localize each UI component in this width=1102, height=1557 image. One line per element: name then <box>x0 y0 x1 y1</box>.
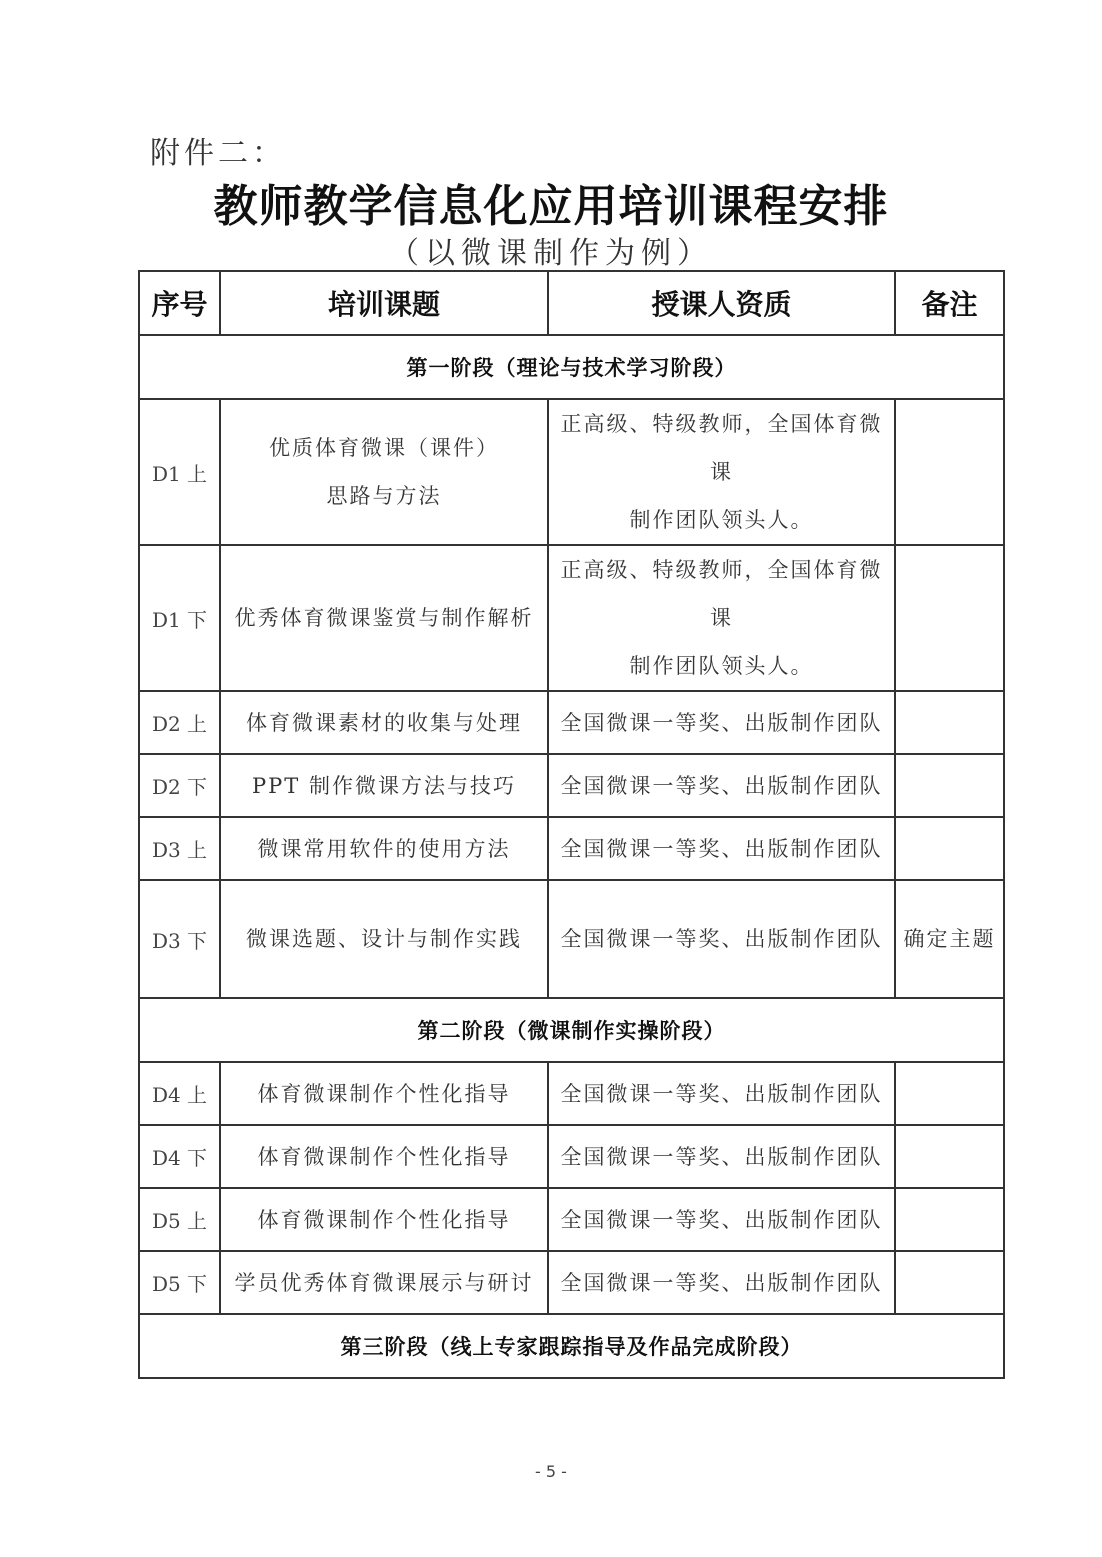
row-topic: 微课选题、设计与制作实践 <box>220 880 548 998</box>
row-topic: 学员优秀体育微课展示与研讨 <box>220 1251 548 1314</box>
row-note <box>895 691 1004 754</box>
row-number: D5 下 <box>139 1251 220 1314</box>
table-row <box>139 1125 1004 1188</box>
row-number: D4 上 <box>139 1062 220 1125</box>
header-number: 序号 <box>139 271 220 335</box>
table-row <box>139 754 1004 817</box>
row-number: D3 上 <box>139 817 220 880</box>
row-note <box>895 1188 1004 1251</box>
row-teacher: 全国微课一等奖、出版制作团队 <box>548 1251 895 1314</box>
row-number: D5 上 <box>139 1188 220 1251</box>
row-topic: 体育微课制作个性化指导 <box>220 1062 548 1125</box>
row-number: D2 上 <box>139 691 220 754</box>
row-teacher: 全国微课一等奖、出版制作团队 <box>548 1125 895 1188</box>
row-teacher: 全国微课一等奖、出版制作团队 <box>548 817 895 880</box>
header-topic: 培训课题 <box>220 271 548 335</box>
table-header-row <box>139 271 1004 335</box>
row-topic: PPT 制作微课方法与技巧 <box>220 754 548 817</box>
row-number: D3 下 <box>139 880 220 998</box>
stage-label: 第三阶段（线上专家跟踪指导及作品完成阶段） <box>139 1314 1004 1378</box>
row-teacher: 全国微课一等奖、出版制作团队 <box>548 754 895 817</box>
row-teacher <box>548 545 895 691</box>
stage-label: 第一阶段（理论与技术学习阶段） <box>139 335 1004 399</box>
page-number: - 5 - <box>535 1462 567 1481</box>
row-teacher-line: 制作团队领头人。 <box>629 508 814 532</box>
row-teacher-line: 正高级、特级教师，全国体育微课 <box>560 558 883 630</box>
row-topic: 体育微课制作个性化指导 <box>220 1188 548 1251</box>
row-topic: 微课常用软件的使用方法 <box>220 817 548 880</box>
row-number: D1 上 <box>139 399 220 545</box>
table-row <box>139 1251 1004 1314</box>
row-teacher: 全国微课一等奖、出版制作团队 <box>548 880 895 998</box>
table-row <box>139 817 1004 880</box>
stage-row <box>139 998 1004 1062</box>
row-note <box>895 545 1004 691</box>
row-topic-line: 优秀体育微课鉴赏与制作解析 <box>234 606 534 630</box>
row-topic <box>220 545 548 691</box>
stage-row <box>139 335 1004 399</box>
row-number: D2 下 <box>139 754 220 817</box>
table-row <box>139 880 1004 998</box>
row-number: D4 下 <box>139 1125 220 1188</box>
table-row <box>139 399 1004 545</box>
row-note: 确定主题 <box>895 880 1004 998</box>
table-row <box>139 1188 1004 1251</box>
row-teacher-line: 正高级、特级教师，全国体育微课 <box>560 412 883 484</box>
table-row <box>139 691 1004 754</box>
row-topic: 体育微课素材的收集与处理 <box>220 691 548 754</box>
table-row <box>139 1062 1004 1125</box>
row-teacher <box>548 399 895 545</box>
row-topic: 体育微课制作个性化指导 <box>220 1125 548 1188</box>
document-title: 教师教学信息化应用培训课程安排 <box>213 181 889 232</box>
document-subtitle: （以微课制作为例） <box>389 236 713 271</box>
row-topic-line: 思路与方法 <box>326 484 442 508</box>
row-number: D1 下 <box>139 545 220 691</box>
row-note <box>895 399 1004 545</box>
row-teacher-line: 制作团队领头人。 <box>629 654 814 678</box>
attachment-label: 附件二： <box>150 136 286 171</box>
schedule-table <box>138 270 1005 1379</box>
row-note <box>895 754 1004 817</box>
row-topic-line: 优质体育微课（课件） <box>269 436 499 460</box>
row-teacher: 全国微课一等奖、出版制作团队 <box>548 691 895 754</box>
row-note <box>895 1125 1004 1188</box>
stage-label: 第二阶段（微课制作实操阶段） <box>139 998 1004 1062</box>
header-teacher: 授课人资质 <box>548 271 895 335</box>
stage-row <box>139 1314 1004 1378</box>
row-teacher: 全国微课一等奖、出版制作团队 <box>548 1062 895 1125</box>
row-topic <box>220 399 548 545</box>
table-row <box>139 545 1004 691</box>
row-note <box>895 1062 1004 1125</box>
header-note: 备注 <box>895 271 1004 335</box>
row-note <box>895 817 1004 880</box>
row-teacher: 全国微课一等奖、出版制作团队 <box>548 1188 895 1251</box>
row-note <box>895 1251 1004 1314</box>
